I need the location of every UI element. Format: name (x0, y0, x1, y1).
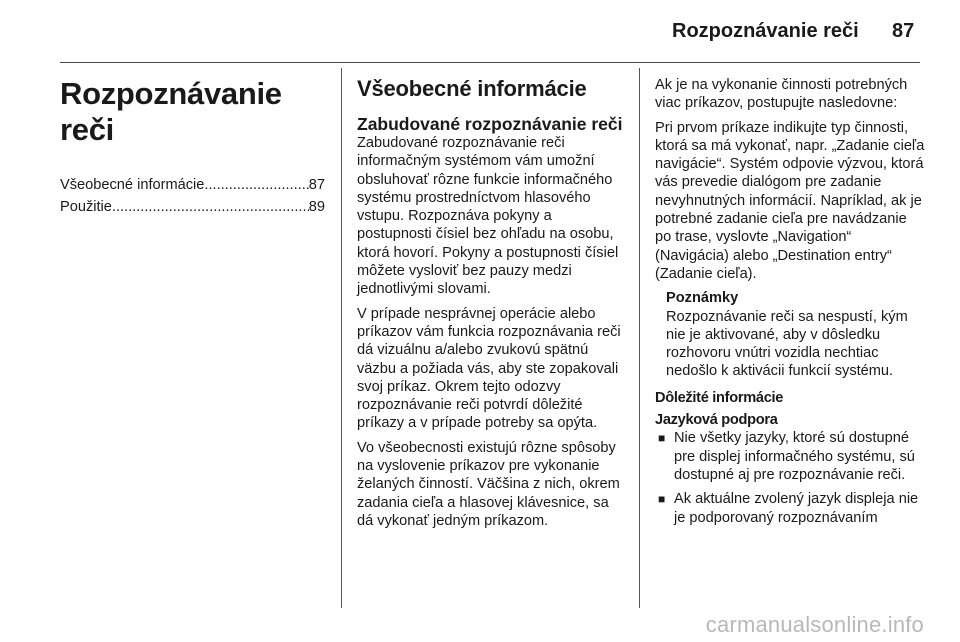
toc-leader-dots (204, 174, 308, 196)
main-column (357, 76, 625, 536)
bullet-item: ■ Ak aktuálne zvolený jazyk displeja nie je podporovaný rozpoznávaním (655, 490, 925, 527)
bullet-item: ■ Nie všetky jazyky, ktoré sú dostupné pre displej informačného systému, sú dostupné aj pre rozpoznávanie reči. (655, 429, 925, 484)
note-box (655, 289, 925, 380)
important-heading: Dôležité informácie (655, 389, 784, 406)
running-header-title: Rozpoznávanie reči (672, 20, 859, 42)
toc-entry-label: Všeobecné informácie (60, 177, 205, 193)
subsection-title: Zabudované rozpoznávanie reči (357, 114, 623, 134)
chapter-title: Rozpoznávanie reči (60, 76, 282, 147)
header-rule (60, 62, 920, 63)
toc-entry-page: 87 (308, 177, 325, 193)
body-paragraph: Ak je na vykonanie činnosti potrebných viac príkazov, postupujte nasledovne: (655, 77, 908, 112)
body-paragraph: Vo všeobecnosti existujú rôzne spôsoby na vyslovenie príkazov pre vykonanie želaných činností. Väčšina z nich, okrem zadania cieľa a hlasovej klávesnice, sa dá vykonať jedným príkazom. (357, 439, 620, 529)
bullet-list (655, 429, 925, 526)
section-title: Všeobecné informácie (357, 76, 587, 101)
body-paragraph: Pri prvom príkaze indikujte typ činnosti, ktorá sa má vykonať, napr. „Zadanie cieľa navigácie“. Systém odpovie výzvou, ktorá vás prevedie dialógom pre zadanie nevyhnutných informácií. Napríklad, ak je potrebné zadanie cieľa pre navádzanie po trase, vyslovte „Navigation“ (Navigácia) alebo „Destination entry“ (Zadanie cieľa). (655, 119, 925, 282)
toc-entry-page: 89 (308, 199, 325, 215)
toc-entry[interactable] (60, 174, 325, 196)
body-paragraph: Zabudované rozpoznávanie reči informačným systémom vám umožní obsluhovať rôzne funkcie informačného systému prostredníctvom hlasového vstupu. Rozpoznáva pokyny a postupnosti čísiel bez ohľadu na osobu, ktorá hovorí. Pokyny a postupnosti čísiel môžete vysloviť bez pauzy medzi jednotlivými slovami. (357, 135, 619, 298)
right-column (655, 76, 925, 533)
body-paragraph: V prípade nesprávnej operácie alebo príkazov vám funkcia rozpoznávania reči dá vizuálnu a/alebo zvukovú spätnú väzbu a požiada vás, aby ste zopakovali svoj príkaz. Okrem tejto odozvy rozpoznávanie reči potvrdí dôležité príkazy a v prípade potreby sa opýta. (357, 305, 621, 432)
language-heading: Jazyková podpora (655, 412, 778, 429)
note-text: Rozpoznávanie reči sa nespustí, kým nie je aktivované, aby v dôsledku rozhovoru vnútri vozidla nechtiac nedošlo k aktivácii funkcií systému. (666, 308, 908, 380)
toc-leader-dots (112, 196, 309, 218)
watermark: carmanualsonline.info (705, 612, 924, 637)
toc-entry[interactable] (60, 196, 325, 218)
toc-column (60, 76, 325, 218)
note-title: Poznámky (666, 290, 739, 307)
toc-entry-label: Použitie (60, 199, 112, 215)
page-number: 87 (892, 20, 915, 42)
column-divider (341, 68, 342, 608)
column-divider (639, 68, 640, 608)
